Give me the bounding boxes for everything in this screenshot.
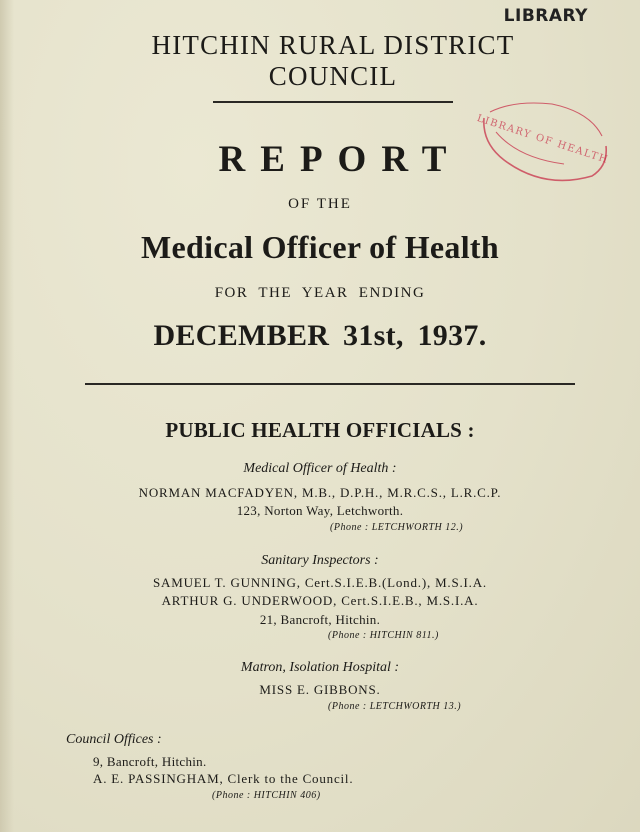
sanitary-role: Sanitary Inspectors : (261, 553, 379, 568)
matron-phone: (Phone : LETCHWORTH 13.) (328, 701, 462, 712)
council-clerk: A. E. PASSINGHAM, Clerk to the Council. (93, 771, 354, 786)
moh-role: Medical Officer of Health : (243, 461, 397, 476)
middle-divider (85, 383, 575, 385)
report-title: REPORT (218, 139, 462, 180)
report-date: DECEMBER 31st, 1937. (153, 319, 487, 352)
council-name: HITCHIN RURAL DISTRICT COUNCIL (151, 30, 515, 91)
year-ending-label: FOR THE YEAR ENDING (214, 285, 426, 301)
sanitary-inspector-1: SAMUEL T. GUNNING, Cert.S.I.E.B.(Lond.), M.S.I.A. (153, 575, 487, 590)
moh-name: NORMAN MACFADYEN, M.B., D.P.H., M.R.C.S., L.R.C.P. (138, 485, 502, 500)
matron-name: MISS E. GIBBONS. (259, 682, 381, 697)
moh-phone: (Phone : LETCHWORTH 12.) (330, 522, 464, 533)
stamp-lettering: LIBRARY OF HEALTH (475, 113, 611, 167)
page-edge-shadow (0, 0, 14, 832)
council-phone: (Phone : HITCHIN 406) (212, 790, 321, 801)
matron-role: Matron, Isolation Hospital : (240, 660, 400, 675)
council-offices-label: Council Offices : (66, 732, 162, 747)
report-subject: Medical Officer of Health (141, 229, 499, 265)
sanitary-phone: (Phone : HITCHIN 811.) (328, 630, 439, 641)
council-offices-address: 9, Bancroft, Hitchin. (93, 754, 207, 769)
sanitary-inspector-2: ARTHUR G. UNDERWOOD, Cert.S.I.E.B., M.S.I.A. (161, 593, 479, 608)
library-label: LIBRARY (503, 6, 588, 26)
sanitary-address: 21, Bancroft, Hitchin. (259, 612, 381, 627)
top-divider (213, 101, 453, 103)
moh-address: 123, Norton Way, Letchworth. (236, 503, 404, 518)
of-the-text: OF THE (288, 196, 352, 212)
officials-heading: PUBLIC HEALTH OFFICIALS : (165, 418, 475, 442)
